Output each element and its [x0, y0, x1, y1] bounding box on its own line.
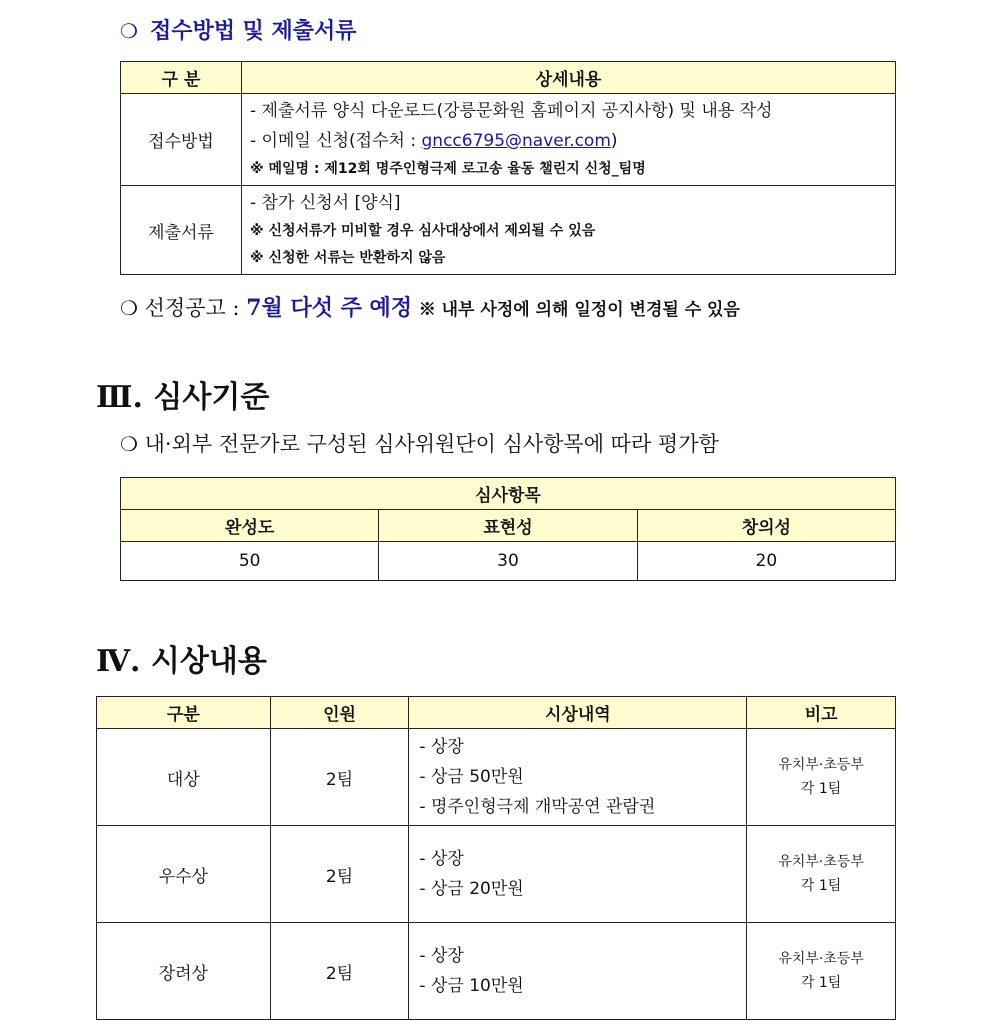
awards-header: 비고 [747, 697, 896, 729]
award-name: 장려상 [97, 923, 271, 1020]
award-note [747, 923, 896, 1020]
table-row [97, 826, 896, 923]
award-note-line: 유치부·초등부 [778, 951, 864, 967]
criteria-column: 완성도 [121, 510, 379, 542]
award-item: - 상장 [419, 737, 464, 757]
email-link[interactable]: gncc6795@naver.com [421, 131, 611, 151]
award-note [747, 826, 896, 923]
award-item: - 상금 50만원 [419, 767, 524, 787]
table-row [97, 729, 896, 826]
criteria-column: 창의성 [637, 510, 895, 542]
row-details [242, 186, 896, 275]
award-name: 대상 [97, 729, 271, 826]
criteria-value: 50 [121, 542, 379, 581]
award-note-line: 유치부·초등부 [778, 757, 864, 773]
criteria-table [120, 477, 896, 581]
award-item: - 명주인형극제 개막공연 관람권 [419, 797, 656, 817]
announcement-date: 7월 다섯 주 예정 [246, 295, 413, 321]
header-details: 상세내용 [242, 62, 896, 94]
awards-header: 구분 [97, 697, 271, 729]
criteria-table-title: 심사항목 [121, 478, 896, 510]
award-count: 2팀 [270, 923, 409, 1020]
section-title-receipt [120, 14, 357, 45]
award-note [747, 729, 896, 826]
table-row [121, 542, 896, 581]
detail-note: ※ 신청한 서류는 반환하지 않음 [250, 250, 446, 266]
award-items [409, 826, 747, 923]
award-items [409, 923, 747, 1020]
award-item: - 상장 [419, 946, 464, 966]
award-items [409, 729, 747, 826]
criteria-value: 20 [637, 542, 895, 581]
award-name: 우수상 [97, 826, 271, 923]
row-category: 제출서류 [121, 186, 242, 275]
detail-line: - 제출서류 양식 다운로드(강릉문화원 홈페이지 공지사항) 및 내용 작성 [250, 101, 773, 121]
email-suffix: ) [610, 131, 618, 151]
criteria-description [120, 428, 719, 458]
criteria-column: 표현성 [379, 510, 637, 542]
table-row [121, 186, 896, 275]
heading-criteria: Ⅲ. 심사기준 [96, 380, 270, 415]
row-details [242, 94, 896, 186]
announcement-label: 선정공고 : [144, 296, 240, 320]
circle-bullet-icon: ❍ [120, 432, 138, 456]
section-title-text: 접수방법 및 제출서류 [149, 19, 357, 44]
detail-note: ※ 신청서류가 미비할 경우 심사대상에서 제외될 수 있음 [250, 223, 596, 239]
award-note-line: 각 1팀 [800, 878, 842, 894]
criteria-desc-text: 내·외부 전문가로 구성된 심사위원단이 심사항목에 따라 평가함 [144, 432, 719, 456]
award-note-line: 각 1팀 [800, 781, 842, 797]
award-item: - 상금 10만원 [419, 976, 524, 996]
announcement-note: ※ 내부 사정에 의해 일정이 변경될 수 있음 [418, 300, 740, 320]
award-item: - 상금 20만원 [419, 879, 524, 899]
detail-note: ※ 메일명 : 제12회 명주인형극제 로고송 율동 챌린지 신청_팀명 [250, 161, 646, 177]
awards-header: 시상내역 [409, 697, 747, 729]
receipt-table [120, 61, 896, 275]
award-note-line: 유치부·초등부 [778, 854, 864, 870]
circle-bullet-icon: ❍ [120, 19, 138, 43]
row-category: 접수방법 [121, 94, 242, 186]
awards-header: 인원 [270, 697, 409, 729]
table-row [121, 94, 896, 186]
award-count: 2팀 [270, 729, 409, 826]
criteria-value: 30 [379, 542, 637, 581]
circle-bullet-icon: ❍ [120, 296, 138, 320]
award-note-line: 각 1팀 [800, 975, 842, 991]
awards-table [96, 696, 896, 1020]
detail-line-email [250, 126, 887, 156]
award-item: - 상장 [419, 849, 464, 869]
email-prefix: - 이메일 신청(접수처 : [250, 131, 422, 151]
award-count: 2팀 [270, 826, 409, 923]
announcement [120, 291, 740, 322]
heading-awards: Ⅳ. 시상내용 [96, 644, 267, 679]
table-row [97, 923, 896, 1020]
header-category: 구 분 [121, 62, 242, 94]
detail-line: - 참가 신청서 [양식] [250, 193, 401, 213]
